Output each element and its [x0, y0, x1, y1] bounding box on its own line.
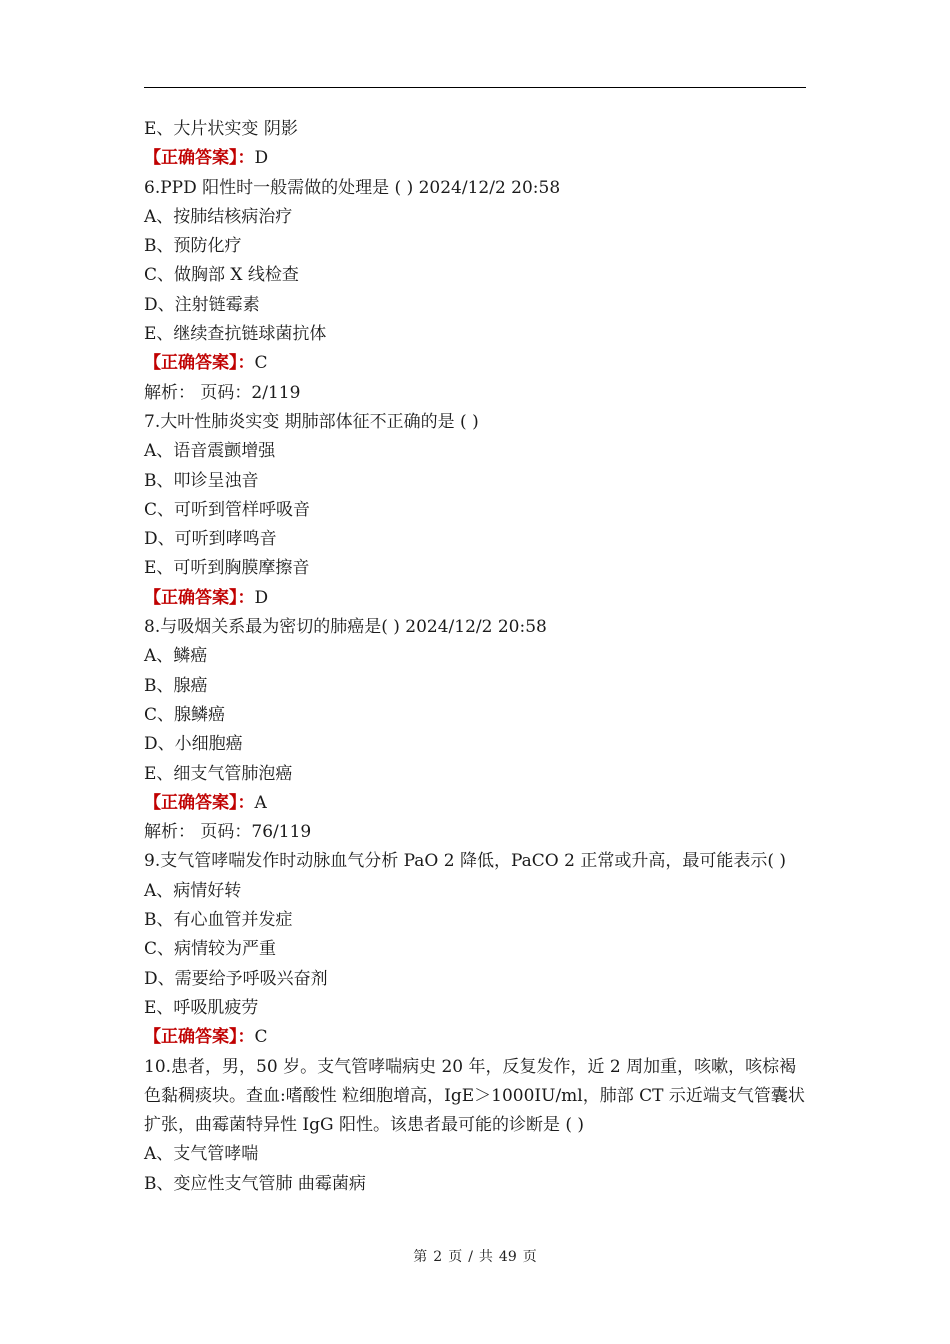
answer-option: E、继续查抗链球菌抗体 — [144, 324, 327, 345]
correct-answer-label: 【正确答案】： — [144, 353, 255, 374]
correct-answer-label: 【正确答案】： — [144, 792, 255, 813]
answer-option: B、变应性支气管肺 曲霉菌病 — [144, 1173, 366, 1194]
footer-total-pages: 49 — [498, 1249, 517, 1265]
answer-option: E、细支气管肺泡癌 — [144, 763, 293, 784]
correct-answer-line — [144, 584, 806, 613]
answer-option: D、注射链霉素 — [144, 294, 260, 315]
page-footer — [0, 1246, 950, 1266]
answer-option: B、有心血管并发症 — [144, 910, 293, 931]
answer-option: D、可听到哮鸣音 — [144, 529, 277, 550]
document-body — [144, 115, 806, 1199]
question-stem: 8.与吸烟关系最为密切的肺癌是( ) 2024/12/2 20:58 — [144, 617, 547, 638]
header-rule — [144, 87, 806, 88]
footer-page-unit: 页 — [448, 1249, 463, 1265]
question-stem: 10.患者，男，50 岁。支气管哮喘病史 20 年，反复发作，近 2 周加重，咳嗽，咳棕褐色黏稠痰块。查血:嗜酸性 粒细胞增高，IgE＞1000IU/ml，肺部 CT 示近端支气管囊状 扩张，曲霉菌特异性 IgG 阳性。该患者最可能的诊断是 ( ) — [144, 1056, 805, 1136]
answer-option: D、需要给予呼吸兴奋剂 — [144, 968, 328, 989]
correct-answer-line — [144, 1023, 806, 1052]
answer-option: A、病情好转 — [144, 880, 242, 901]
answer-option: E、大片状实变 阴影 — [144, 119, 298, 139]
correct-answer-value: A — [254, 792, 267, 813]
answer-option: E、可听到胸膜摩擦音 — [144, 558, 310, 579]
answer-option: E、呼吸肌疲劳 — [144, 997, 259, 1018]
answer-option: A、按肺结核病治疗 — [144, 206, 293, 227]
footer-separator: / — [468, 1249, 473, 1265]
correct-answer-value: C — [254, 353, 268, 374]
correct-answer-value: C — [254, 1027, 268, 1048]
answer-option: B、叩诊呈浊音 — [144, 470, 259, 491]
correct-answer-line — [144, 349, 806, 378]
footer-page-number: 2 — [433, 1249, 443, 1265]
answer-option: B、预防化疗 — [144, 236, 242, 257]
answer-option: A、语音震颤增强 — [144, 441, 276, 462]
answer-option: C、做胸部 X 线检查 — [144, 265, 299, 286]
question-stem: 7.大叶性肺炎实变 期肺部体征不正确的是 ( ) — [144, 411, 479, 432]
question-stem: 9.支气管哮喘发作时动脉血气分析 PaO 2 降低，PaCO 2 正常或升高，最可能表示( ) — [144, 851, 787, 872]
answer-option: A、支气管哮喘 — [144, 1144, 259, 1165]
answer-option: C、可听到管样呼吸音 — [144, 499, 311, 520]
correct-answer-label: 【正确答案】： — [144, 148, 255, 169]
answer-option: B、腺癌 — [144, 675, 208, 696]
answer-option: C、腺鳞癌 — [144, 704, 226, 725]
answer-option: D、小细胞癌 — [144, 734, 243, 755]
footer-total-unit: 页 — [522, 1249, 537, 1265]
answer-option: C、病情较为严重 — [144, 939, 277, 960]
correct-answer-value: D — [254, 148, 269, 169]
footer-total-prefix: 共 — [478, 1249, 493, 1265]
correct-answer-value: D — [254, 587, 269, 608]
correct-answer-label: 【正确答案】： — [144, 1027, 255, 1048]
correct-answer-line — [144, 144, 806, 173]
answer-option: A、鳞癌 — [144, 646, 208, 667]
question-stem: 6.PPD 阳性时一般需做的处理是 ( ) 2024/12/2 20:58 — [144, 177, 561, 198]
correct-answer-line — [144, 789, 806, 818]
correct-answer-label: 【正确答案】： — [144, 587, 255, 608]
explanation-line: 解析： 页码：76/119 — [144, 822, 312, 843]
explanation-line: 解析： 页码：2/119 — [144, 382, 301, 403]
footer-prefix: 第 — [413, 1249, 428, 1265]
